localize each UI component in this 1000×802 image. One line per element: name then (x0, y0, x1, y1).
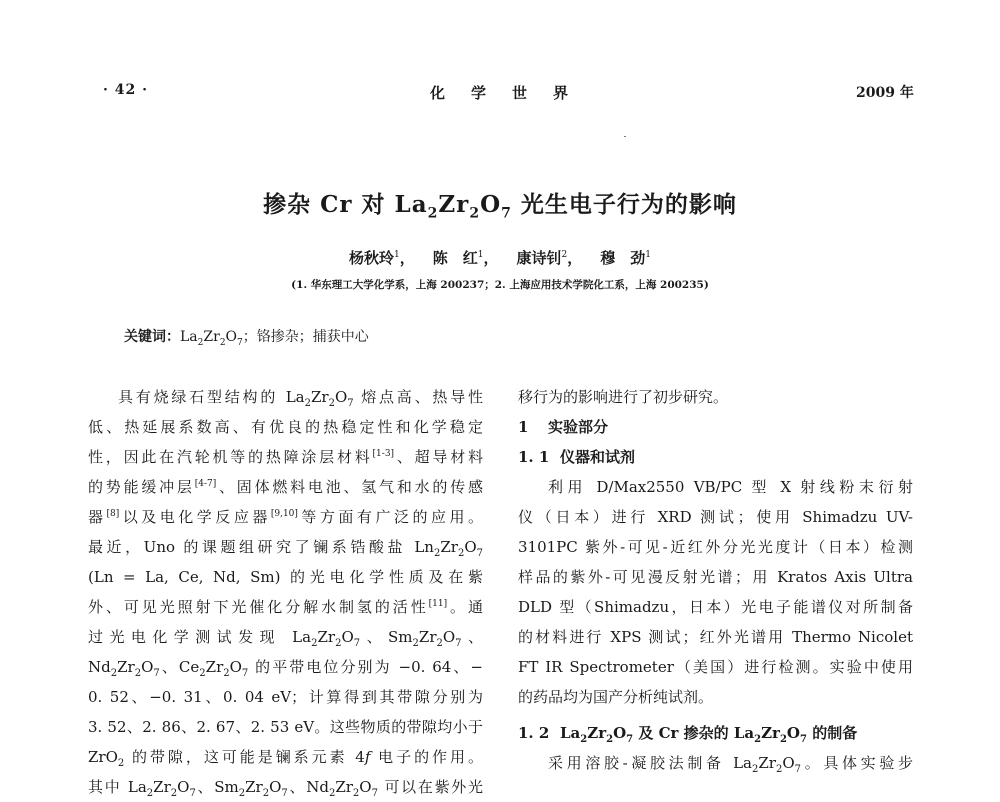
author-name: 康诗钊$^2$， (516, 249, 583, 267)
article-title: 掺杂 Cr 对 $La_2Zr_2O_7$ 光生电子行为的影响 (263, 191, 737, 222)
citation: [9,10] (270, 509, 298, 519)
page-number: · 42 · (103, 82, 148, 98)
body-line: 过光电化学测试发现 $La_2Zr_2O_7$、$Sm_2Zr_2O_7$、 (88, 628, 483, 649)
body-line: 利用 D/Max2550 VB/PC 型 X 射线粉末衍射 (548, 478, 913, 496)
body-line: 的势能缓冲层[4-7]、固体燃料电池、氢气和水的传感 (88, 478, 483, 496)
body-line: ZrO$_2$ 的带隙，这可能是镧系元素 4f 电子的作用。 (88, 748, 483, 769)
body-line: $Nd_2Zr_2O_7$、$Ce_2Zr_2O_7$ 的平带电位分别为 −0. 64、− (88, 658, 484, 679)
publication-year: 2009 年 (856, 85, 914, 101)
citation: [11] (428, 599, 448, 609)
citation: [1-3] (372, 449, 395, 459)
author-name: 杨秋玲$^1$， (348, 249, 415, 267)
author-affiliations: (1. 华东理工大学化学系，上海 200237；2. 上海应用技术学院化工系，上海 200235) (291, 279, 709, 291)
body-line: 的材料进行 XPS 测试；红外光谱用 Thermo Nicolet (518, 628, 913, 646)
body-line: 外、可见光照射下光催化分解水制氢的活性[11]。通 (88, 598, 483, 616)
citation: [8] (106, 509, 120, 519)
body-line: 3101PC 紫外-可见-近红外分光光度计（日本）检测 (518, 538, 913, 556)
citation: [4-7] (194, 479, 217, 489)
body-line: FT IR Spectrometer（美国）进行检测。实验中使用 (518, 658, 913, 676)
author-list (0, 247, 1000, 268)
body-line: 器[8]以及电化学反应器[9,10]等方面有广泛的应用。 (88, 508, 483, 526)
subsection-heading: 1. 2 $La_2Zr_2O_7$ 及 Cr 掺杂的 $La_2Zr_2O_7$ 的制备 (518, 724, 858, 745)
right-column (518, 382, 913, 778)
author-name: 陈 红$^1$， (432, 249, 499, 267)
subsection-heading: 1. 1 仪器和试剂 (518, 448, 636, 466)
journal-name: 化学世界 (430, 84, 595, 102)
keywords: 关键词：$La_2Zr_2O_7$；铬掺杂；捕获中心 (124, 329, 369, 348)
body-line: 具有烧绿石型结构的 $La_2Zr_2O_7$ 熔点高、热导性 (118, 388, 483, 409)
body-line: 低、热延展系数高、有优良的热稳定性和化学稳定 (88, 418, 483, 436)
body-line: 采用溶胶-凝胶法制备 $La_2Zr_2O_7$。具体实验步 (548, 754, 913, 775)
body-line: DLD 型（Shimadzu，日本）光电子能谱仪对所制备 (518, 598, 913, 616)
keywords-label: 关键词： (124, 329, 180, 345)
body-line: 最近，Uno 的课题组研究了镧系锆酸盐 $Ln_2Zr_2O_7$ (88, 538, 483, 559)
author-name: 穆 劲$^1$ (600, 249, 652, 267)
body-line: 3. 52、2. 86、2. 67、2. 53 eV。这些物质的带隙均小于 (88, 718, 483, 736)
left-column (88, 382, 483, 802)
body-line: 性，因此在汽轮机等的热障涂层材料[1-3]、超导材料 (88, 448, 483, 466)
scan-speck (624, 136, 626, 137)
body-line: (Ln = La, Ce, Nd, Sm) 的光电化学性质及在紫 (88, 568, 483, 586)
body-line: 仪（日本）进行 XRD 测试；使用 Shimadzu UV- (518, 508, 913, 526)
body-line: 样品的紫外-可见漫反射光谱；用 Kratos Axis Ultra (518, 568, 913, 586)
body-line: 其中 $La_2Zr_2O_7$、$Sm_2Zr_2O_7$、$Nd_2Zr_2O_7$ 可以在紫外光 (88, 778, 483, 799)
section-heading: 1 实验部分 (518, 418, 609, 436)
body-line: 0. 52、−0. 31、0. 04 eV；计算得到其带隙分别为 (88, 688, 483, 706)
body-line: 移行为的影响进行了初步研究。 (518, 388, 729, 406)
body-line: 的药品均为国产分析纯试剂。 (518, 688, 714, 706)
